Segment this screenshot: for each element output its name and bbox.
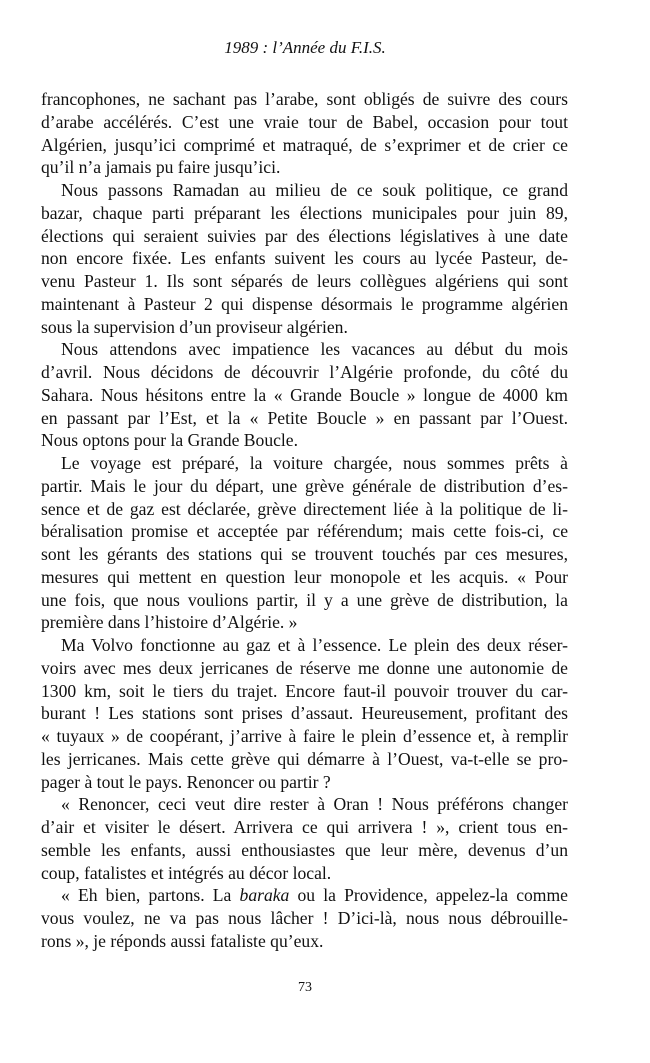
- text-line: coup, fatalistes et intégrés au décor local.: [41, 862, 332, 883]
- text-line: sence et de gaz est déclarée, grève directement liée à la politique de li-: [41, 498, 568, 519]
- text-line: pager à tout le pays. Renoncer ou partir ?: [41, 771, 331, 792]
- text-line: Ma Volvo fonctionne au gaz et à l’essence. Le plein des deux réser-: [61, 635, 568, 655]
- text-line: « Renoncer, ceci veut dire rester à Oran ! Nous préférons changer: [61, 794, 568, 815]
- text-line: bazar, chaque parti préparant les élections municipales pour juin 89,: [41, 202, 568, 223]
- text-line: « tuyaux » de coopérant, j’arrive à faire le plein d’essence et, à remplir: [41, 726, 568, 746]
- text-line: sous la supervision d’un proviseur algérien.: [41, 316, 348, 337]
- paragraph: [41, 452, 568, 634]
- italic-word: baraka: [239, 885, 290, 906]
- paragraph: [41, 338, 568, 452]
- text-line: d’air et visiter le désert. Arrivera ce qui arrivera ! », crient tous en-: [41, 817, 568, 837]
- paragraph: [41, 88, 568, 179]
- text-line: les jerricanes. Mais cette grève qui démarre à l’Ouest, va-t-elle se pro-: [41, 748, 568, 769]
- text-line: voirs avec mes deux jerricanes de réserve me donne une autonomie de: [41, 657, 568, 678]
- text-line: francophones, ne sachant pas l’arabe, sont obligés de suivre des cours: [41, 89, 568, 109]
- text-line: Algérien, jusqu’ici comprimé et matraqué, de s’exprimer et de crier ce: [41, 134, 568, 155]
- text-line: Nous optons pour la Grande Boucle.: [41, 430, 299, 451]
- text-line: béralisation promise et acceptée par référendum; mais cette fois-ci, ce: [41, 521, 568, 542]
- page-number: 73: [298, 980, 312, 995]
- text-run: ou la Providence, appelez-la comme: [289, 885, 568, 906]
- text-line: Nous passons Ramadan au milieu de ce souk politique, ce grand: [61, 180, 568, 200]
- text-line: d’arabe accélérés. C’est une vraie tour de Babel, occasion pour tout: [41, 111, 568, 132]
- text-line: non encore fixée. Les enfants suivent les cours au lycée Pasteur, de-: [41, 248, 568, 269]
- paragraph: [41, 634, 568, 793]
- text-line: élections qui seraient suivies par des élections législatives à une date: [41, 225, 568, 246]
- text-line: burant ! Les stations sont prises d’assaut. Heureusement, profitant des: [41, 703, 568, 724]
- paragraph: [41, 179, 568, 338]
- text-run: « Eh bien, partons. La: [61, 885, 240, 906]
- text-line: en passant par l’Est, et la « Petite Boucle » en passant par l’Ouest.: [41, 407, 568, 428]
- text-line: venu Pasteur 1. Ils sont séparés de leurs collègues algériens qui sont: [41, 271, 568, 291]
- text-line: Le voyage est préparé, la voiture chargée, nous sommes prêts à: [61, 453, 568, 473]
- text-line: vous voulez, ne va pas nous lâcher ! D’ici-là, nous nous débrouille-: [41, 908, 568, 928]
- text-line: première dans l’histoire d’Algérie. »: [41, 612, 298, 633]
- text-line: [41, 884, 568, 907]
- text-line: maintenant à Pasteur 2 qui dispense désormais le programme algérien: [41, 293, 568, 314]
- body-text: [41, 88, 568, 953]
- text-line: Nous attendons avec impatience les vacances au début du mois: [61, 339, 568, 360]
- text-line: partir. Mais le jour du départ, une grève générale de distribution d’es-: [41, 475, 568, 496]
- text-line: une fois, que nous voulions partir, il y a une grève de distribution, la: [41, 589, 568, 610]
- text-line: qu’il n’a jamais pu faire jusqu’ici.: [41, 157, 281, 178]
- running-head: 1989 : l’Année du F.I.S.: [224, 38, 386, 57]
- text-line: d’avril. Nous décidons de découvrir l’Algérie profonde, du côté du: [41, 362, 568, 382]
- paragraph: [41, 884, 568, 952]
- text-line: rons », je réponds aussi fataliste qu’eux.: [41, 930, 324, 951]
- text-line: semble les enfants, aussi enthousiastes que leur mère, devenus d’un: [41, 839, 568, 860]
- text-line: sont les gérants des stations qui se trouvent touchés par ces mesures,: [41, 544, 568, 564]
- paragraph: [41, 793, 568, 884]
- text-line: Sahara. Nous hésitons entre la « Grande Boucle » longue de 4000 km: [41, 384, 568, 405]
- text-line: 1300 km, soit le tiers du trajet. Encore faut-il pouvoir trouver du car-: [41, 680, 568, 701]
- text-line: mesures qui mettent en question leur monopole et les acquis. « Pour: [41, 566, 568, 587]
